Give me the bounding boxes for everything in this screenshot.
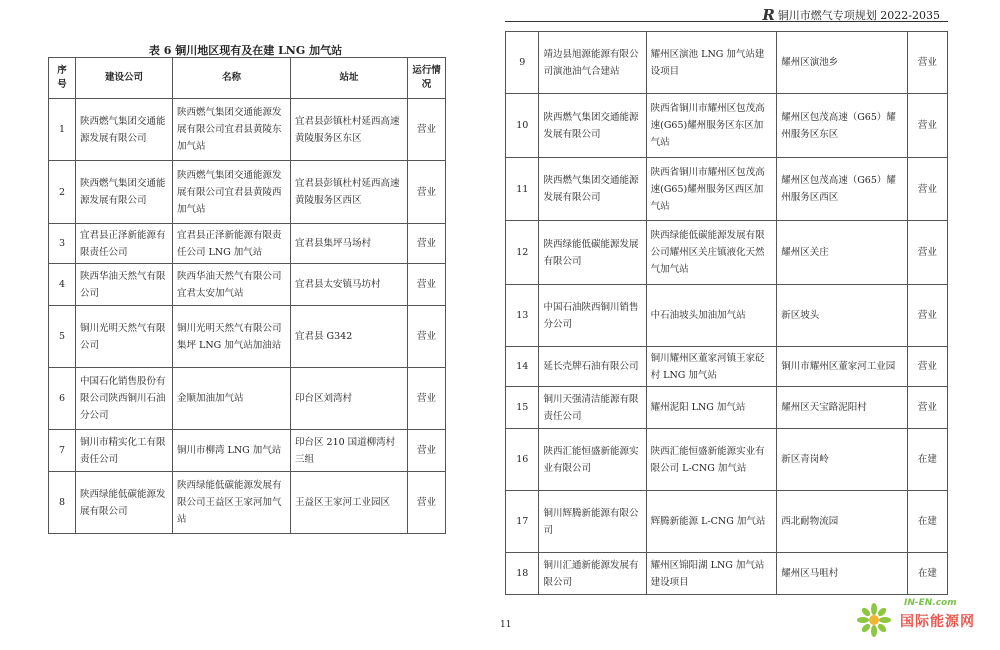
cell-company: 铜川光明天然气有限公司 (76, 306, 173, 368)
cell-address: 铜川市耀州区董家河工业园 (777, 347, 908, 387)
table-row (49, 161, 446, 224)
cell-address: 宜君县彭镇杜村延西高速黄陵服务区东区 (291, 99, 408, 161)
cell-name: 陕西燃气集团交通能源发展有限公司宜君县黄陵西加气站 (173, 161, 291, 224)
cell-no: 17 (506, 491, 539, 553)
cell-name: 金顺加油加气站 (173, 368, 291, 430)
cell-no: 16 (506, 429, 539, 491)
cell-name: 耀州区演池 LNG 加气站建设项目 (646, 32, 777, 94)
table-row (506, 491, 948, 553)
cell-name: 陕西省铜川市耀州区包茂高速(G65)耀州服务区西区加气站 (646, 158, 777, 221)
cell-no: 18 (506, 553, 539, 595)
cell-address: 王益区王家河工业园区 (291, 472, 408, 534)
cell-status: 营业 (408, 472, 446, 534)
cell-company: 中国石化销售股份有限公司陕西铜川石油分公司 (76, 368, 173, 430)
cell-company: 陕西绿能低碳能源发展有限公司 (76, 472, 173, 534)
cell-no: 7 (49, 430, 76, 472)
cell-company: 中国石油陕西铜川销售分公司 (539, 285, 646, 347)
cell-address: 耀州区包茂高速（G65）耀州服务区东区 (777, 94, 908, 158)
cell-status: 营业 (907, 32, 947, 94)
cell-status: 在建 (907, 491, 947, 553)
table-row (49, 306, 446, 368)
cell-address: 耀州区天宝路泥阳村 (777, 387, 908, 429)
header-rule (505, 21, 948, 22)
gas-station-table-right (505, 31, 948, 595)
table-row (49, 264, 446, 306)
cell-company: 宜君县正泽新能源有限责任公司 (76, 224, 173, 264)
cell-name: 铜川光明天然气有限公司集坪 LNG 加气站加油站 (173, 306, 291, 368)
table-row (506, 347, 948, 387)
gas-station-table-left (48, 57, 446, 534)
cell-no: 9 (506, 32, 539, 94)
cell-name: 宜君县正泽新能源有限责任公司 LNG 加气站 (173, 224, 291, 264)
cell-status: 营业 (907, 347, 947, 387)
column-header-address: 站址 (291, 58, 408, 99)
cell-status: 营业 (408, 161, 446, 224)
cell-status: 在建 (907, 553, 947, 595)
cell-no: 6 (49, 368, 76, 430)
watermark-url: IN-EN.com (904, 598, 957, 608)
cell-address: 宜君县集坪马场村 (291, 224, 408, 264)
table-row (506, 387, 948, 429)
page-number: 11 (500, 620, 512, 630)
table-row (49, 430, 446, 472)
table-title: 表 6 铜川地区现有及在建 LNG 加气站 (148, 44, 343, 57)
cell-name: 陕西绿能低碳能源发展有限公司耀州区关庄镇液化天然气加气站 (646, 221, 777, 285)
cell-address: 宜君县 G342 (291, 306, 408, 368)
header-text: 铜川市燃气专项规划 2022-2035 (777, 9, 940, 22)
cell-status: 营业 (907, 158, 947, 221)
table-row (49, 99, 446, 161)
cell-no: 10 (506, 94, 539, 158)
cell-company: 陕西燃气集团交通能源发展有限公司 (539, 158, 646, 221)
table-row (506, 158, 948, 221)
cell-status: 营业 (408, 306, 446, 368)
cell-address: 宜君县太安镇马坊村 (291, 264, 408, 306)
cell-company: 铜川汇通新能源发展有限公司 (539, 553, 646, 595)
cell-status: 营业 (907, 285, 947, 347)
cell-name: 陕西汇能恒盛新能源实业有限公司 L-CNG 加气站 (646, 429, 777, 491)
cell-name: 耀州泥阳 LNG 加气站 (646, 387, 777, 429)
cell-no: 4 (49, 264, 76, 306)
logo: R (762, 6, 775, 24)
cell-no: 12 (506, 221, 539, 285)
watermark (842, 598, 992, 644)
cell-company: 靖边县旭源能源有限公司演池油气合建站 (539, 32, 646, 94)
cell-status: 营业 (408, 224, 446, 264)
column-header-no: 序号 (49, 58, 76, 99)
cell-address: 印台区刘湾村 (291, 368, 408, 430)
cell-company: 陕西燃气集团交通能源发展有限公司 (539, 94, 646, 158)
cell-status: 营业 (907, 221, 947, 285)
table-row (506, 553, 948, 595)
cell-name: 陕西绿能低碳能源发展有限公司王益区王家河加气站 (173, 472, 291, 534)
cell-company: 延长壳牌石油有限公司 (539, 347, 646, 387)
cell-no: 8 (49, 472, 76, 534)
cell-name: 陕西华油天然气有限公司宜君太安加气站 (173, 264, 291, 306)
cell-no: 3 (49, 224, 76, 264)
table-row (506, 94, 948, 158)
cell-company: 铜川市精实化工有限责任公司 (76, 430, 173, 472)
cell-company: 铜川天强清洁能源有限责任公司 (539, 387, 646, 429)
cell-company: 陕西燃气集团交通能源发展有限公司 (76, 161, 173, 224)
cell-address: 印台区 210 国道柳湾村三组 (291, 430, 408, 472)
column-header-company: 建设公司 (76, 58, 173, 99)
cell-no: 14 (506, 347, 539, 387)
cell-address: 耀州区马咀村 (777, 553, 908, 595)
table-row (506, 285, 948, 347)
column-header-name: 名称 (173, 58, 291, 99)
cell-status: 在建 (907, 429, 947, 491)
cell-name: 辉腾新能源 L-CNG 加气站 (646, 491, 777, 553)
cell-address: 西北耐物流园 (777, 491, 908, 553)
cell-status: 营业 (907, 94, 947, 158)
table-row (49, 472, 446, 534)
table-row (49, 224, 446, 264)
cell-no: 11 (506, 158, 539, 221)
cell-name: 中石油坡头加油加气站 (646, 285, 777, 347)
table-row (506, 221, 948, 285)
cell-no: 15 (506, 387, 539, 429)
cell-company: 陕西华油天然气有限公司 (76, 264, 173, 306)
cell-name: 陕西燃气集团交通能源发展有限公司宜君县黄陵东加气站 (173, 99, 291, 161)
cell-address: 新区青岗岭 (777, 429, 908, 491)
cell-address: 新区坡头 (777, 285, 908, 347)
cell-name: 铜川耀州区董家河镇王家砭村 LNG 加气站 (646, 347, 777, 387)
table-row (506, 429, 948, 491)
cell-status: 营业 (408, 430, 446, 472)
cell-name: 陕西省铜川市耀州区包茂高速(G65)耀州服务区东区加气站 (646, 94, 777, 158)
cell-no: 1 (49, 99, 76, 161)
table-row (49, 368, 446, 430)
watermark-text: 国际能源网 (900, 614, 975, 630)
cell-no: 13 (506, 285, 539, 347)
cell-status: 营业 (408, 99, 446, 161)
column-header-status: 运行情况 (408, 58, 446, 99)
cell-company: 陕西汇能恒盛新能源实业有限公司 (539, 429, 646, 491)
cell-company: 陕西燃气集团交通能源发展有限公司 (76, 99, 173, 161)
cell-name: 铜川市柳湾 LNG 加气站 (173, 430, 291, 472)
table-row (506, 32, 948, 94)
cell-company: 陕西绿能低碳能源发展有限公司 (539, 221, 646, 285)
cell-company: 铜川辉腾新能源有限公司 (539, 491, 646, 553)
cell-status: 营业 (408, 368, 446, 430)
sunflower-logo-icon (842, 598, 902, 644)
cell-status: 营业 (408, 264, 446, 306)
cell-address: 耀州区演池乡 (777, 32, 908, 94)
cell-no: 2 (49, 161, 76, 224)
cell-address: 耀州区包茂高速（G65）耀州服务区西区 (777, 158, 908, 221)
cell-no: 5 (49, 306, 76, 368)
cell-status: 营业 (907, 387, 947, 429)
cell-address: 宜君县彭镇杜村延西高速黄陵服务区西区 (291, 161, 408, 224)
cell-address: 耀州区关庄 (777, 221, 908, 285)
cell-name: 耀州区锦阳湖 LNG 加气站建设项目 (646, 553, 777, 595)
